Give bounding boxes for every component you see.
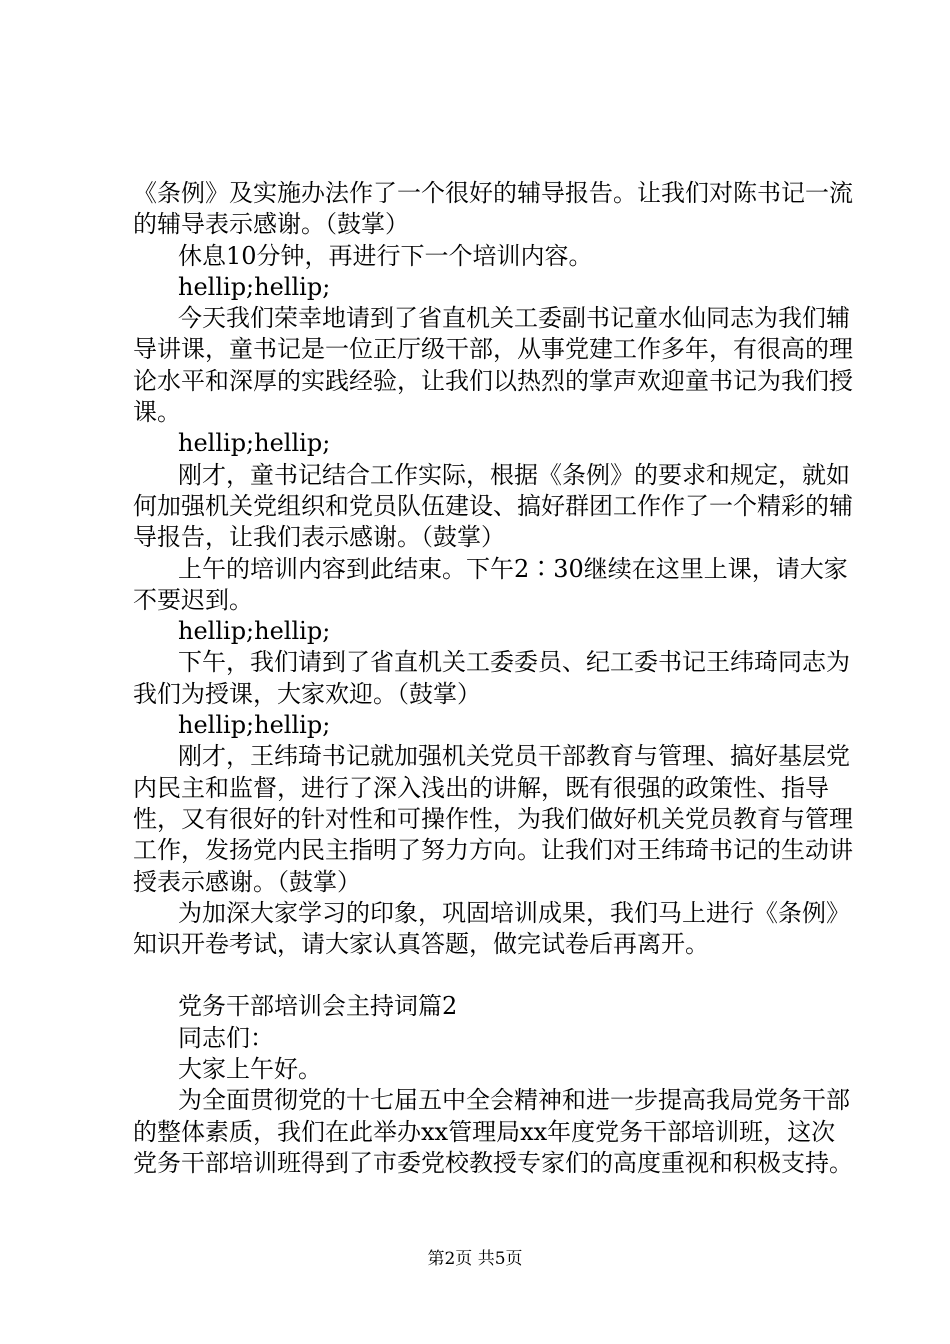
paragraph-13: 同志们： <box>178 1023 274 1052</box>
paragraph-14: 大家上午好。 <box>178 1055 322 1084</box>
paragraph-6: 刚才，童书记结合工作实际，根据《条例》的要求和规定，就如何加强机关党组织和党员队伍建设、搞好群团工作作了一个精彩的辅导报告，让我们表示感谢。（鼓掌） <box>133 460 853 552</box>
paragraph-9: 下午，我们请到了省直机关工委委员、纪工委书记王纬琦同志为我们为授课，大家欢迎。（鼓掌） <box>133 648 850 708</box>
document-body <box>133 178 853 1179</box>
paragraph-12: 为加深大家学习的印象，巩固培训成果，我们马上进行《条例》知识开卷考试，请大家认真答题，做完试卷后再离开。 <box>133 898 850 959</box>
paragraph-11: 刚才，王纬琦书记就加强机关党员干部教育与管理、搞好基层党内民主和监督，进行了深入浅出的讲解，既有很强的政策性、指导性，又有很好的针对性和可操作性，为我们做好机关党员教育与管理工作，发扬党内民主指明了努力方向。让我们对王纬琦书记的生动讲授表示感谢。（鼓掌） <box>133 742 853 896</box>
paragraph-5: hellip;hellip; <box>178 429 331 458</box>
paragraph-10: hellip;hellip; <box>178 711 331 740</box>
page-footer: 第2页 共5页 <box>427 1249 523 1269</box>
paragraph-2: 休息10分钟，再进行下一个培训内容。 <box>178 241 593 270</box>
paragraph-8: hellip;hellip; <box>178 617 331 646</box>
section-title: 党务干部培训会主持词篇2 <box>178 992 458 1021</box>
paragraph-4: 今天我们荣幸地请到了省直机关工委副书记童水仙同志为我们辅导讲课，童书记是一位正厅级干部，从事党建工作多年，有很高的理论水平和深厚的实践经验，让我们以热烈的掌声欢迎童书记为我们授课。 <box>133 304 853 427</box>
section-spacer <box>133 960 853 991</box>
paragraph-15: 为全面贯彻党的十七届五中全会精神和进一步提高我局党务干部的整体素质，我们在此举办xx管理局xx年度党务干部培训班，这次党务干部培训班得到了市委党校教授专家们的高度重视和积极支持。 <box>133 1086 853 1177</box>
paragraph-3: hellip;hellip; <box>178 272 331 301</box>
paragraph-1: 《条例》及实施办法作了一个很好的辅导报告。让我们对陈书记一流的辅导表示感谢。（鼓掌） <box>133 179 853 239</box>
paragraph-7: 上午的培训内容到此结束。下午2∶30继续在这里上课，请大家不要迟到。 <box>133 554 848 614</box>
